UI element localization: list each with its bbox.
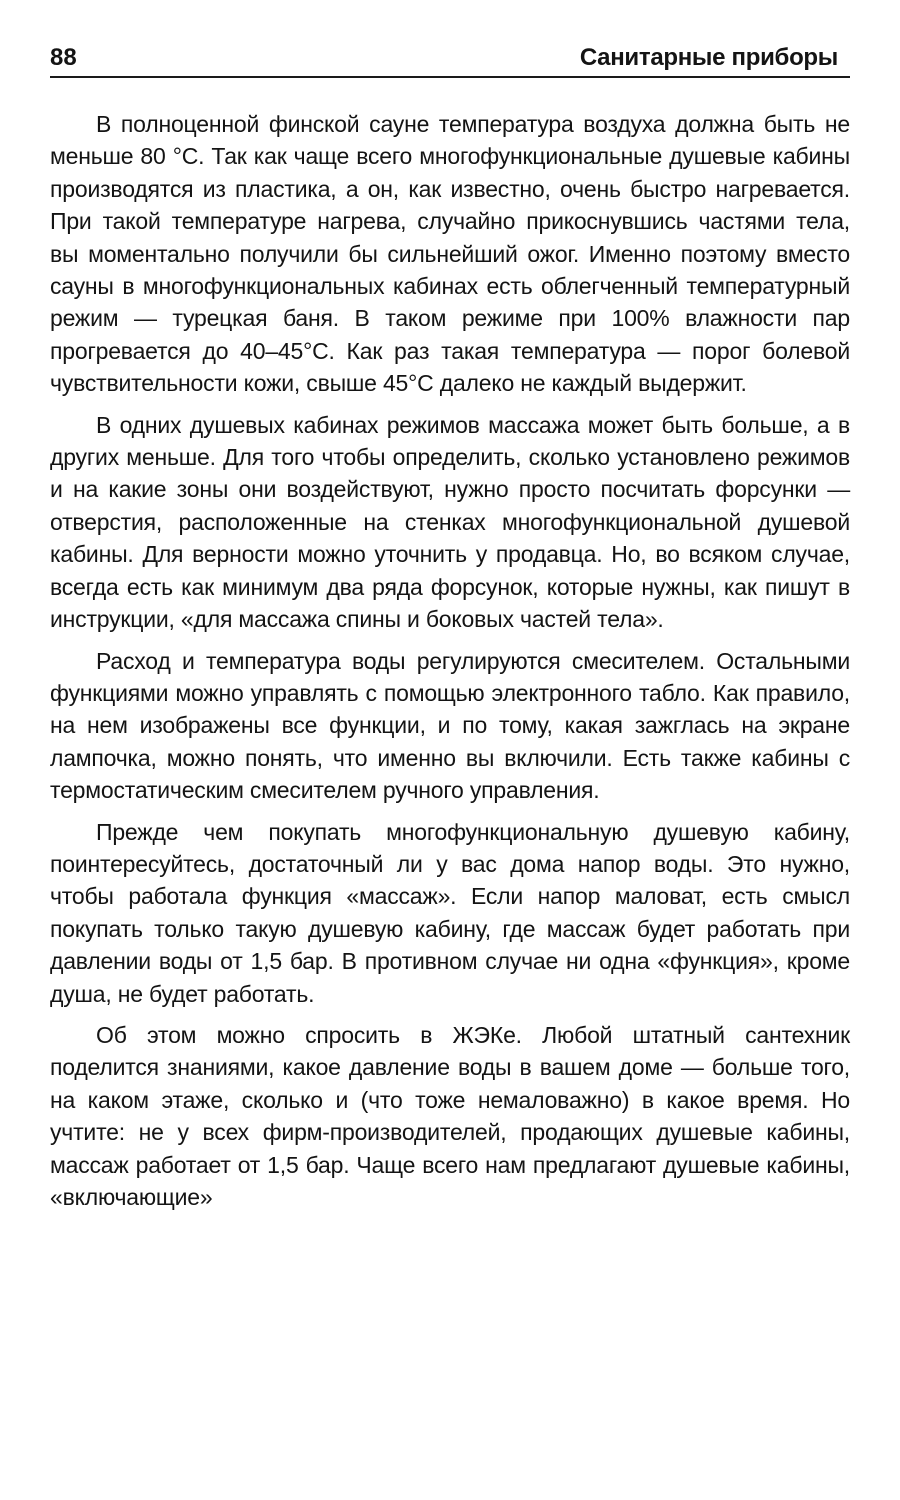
paragraph: Об этом можно спросить в ЖЭКе. Любой штатный сантехник поделится знаниями, какое давление воды в вашем доме — больше того, на каком этаже, сколько и (что тоже немаловажно) в какое время. Но учтите: не у всех фирм-производителей, продающих душевые кабины, массаж работает от 1,5 бар. Чаще всего нам предлагают душевые кабины, «включающие» [50, 1021, 850, 1210]
paragraph: В полноценной финской сауне температура воздуха должна быть не меньше 80 °С. Так как чаще всего многофункциональные душевые кабины производятся из пластика, а он, как известно, очень быстро нагревается. При такой температуре нагрева, случайно прикоснувшись частями тела, вы моментально получили бы сильнейший ожог. Именно поэтому вместо сауны в многофункциональных кабинах есть облегченный температурный режим — турецкая баня. В таком режиме при 100% влажности пар прогревается до 40–45°С. Как раз такая температура — порог болевой чувствительности кожи, свыше 45°С далеко не каждый выдержит. [50, 111, 850, 397]
section-title: Санитарные приборы [579, 44, 838, 71]
body-text [50, 108, 850, 1213]
paragraph: В одних душевых кабинах режимов массажа может быть больше, а в других меньше. Для того чтобы определить, сколько установлено режимов и на какие зоны они воздействуют, нужно просто посчитать форсунки — отверстия, расположенные на стенках многофункциональной душевой кабины. Для верности можно уточнить у продавца. Но, во всяком случае, всегда есть как минимум два ряда форсунок, которые нужны, как пишут в инструкции, «для массажа спины и боковых частей тела». [50, 411, 850, 633]
paragraph: Прежде чем покупать многофункциональную душевую кабину, поинтересуйтесь, достаточный ли у вас дома напор воды. Это нужно, чтобы работала функция «массаж». Если напор маловат, есть смысл покупать только такую душевую кабину, где массаж будет работать при давлении воды от 1,5 бар. В противном случае ни одна «функция», кроме душа, не будет работать. [50, 818, 850, 1007]
paragraph: Расход и температура воды регулируются смесителем. Остальными функциями можно управлять с помощью электронного табло. Как правило, на нем изображены все функции, и по тому, какая зажглась на экране лампочка, можно понять, что именно вы включили. Есть также кабины с термостатическим смесителем ручного управления. [50, 647, 850, 804]
running-header [50, 40, 850, 78]
page-number: 88 [50, 44, 77, 71]
book-page [50, 40, 850, 1440]
